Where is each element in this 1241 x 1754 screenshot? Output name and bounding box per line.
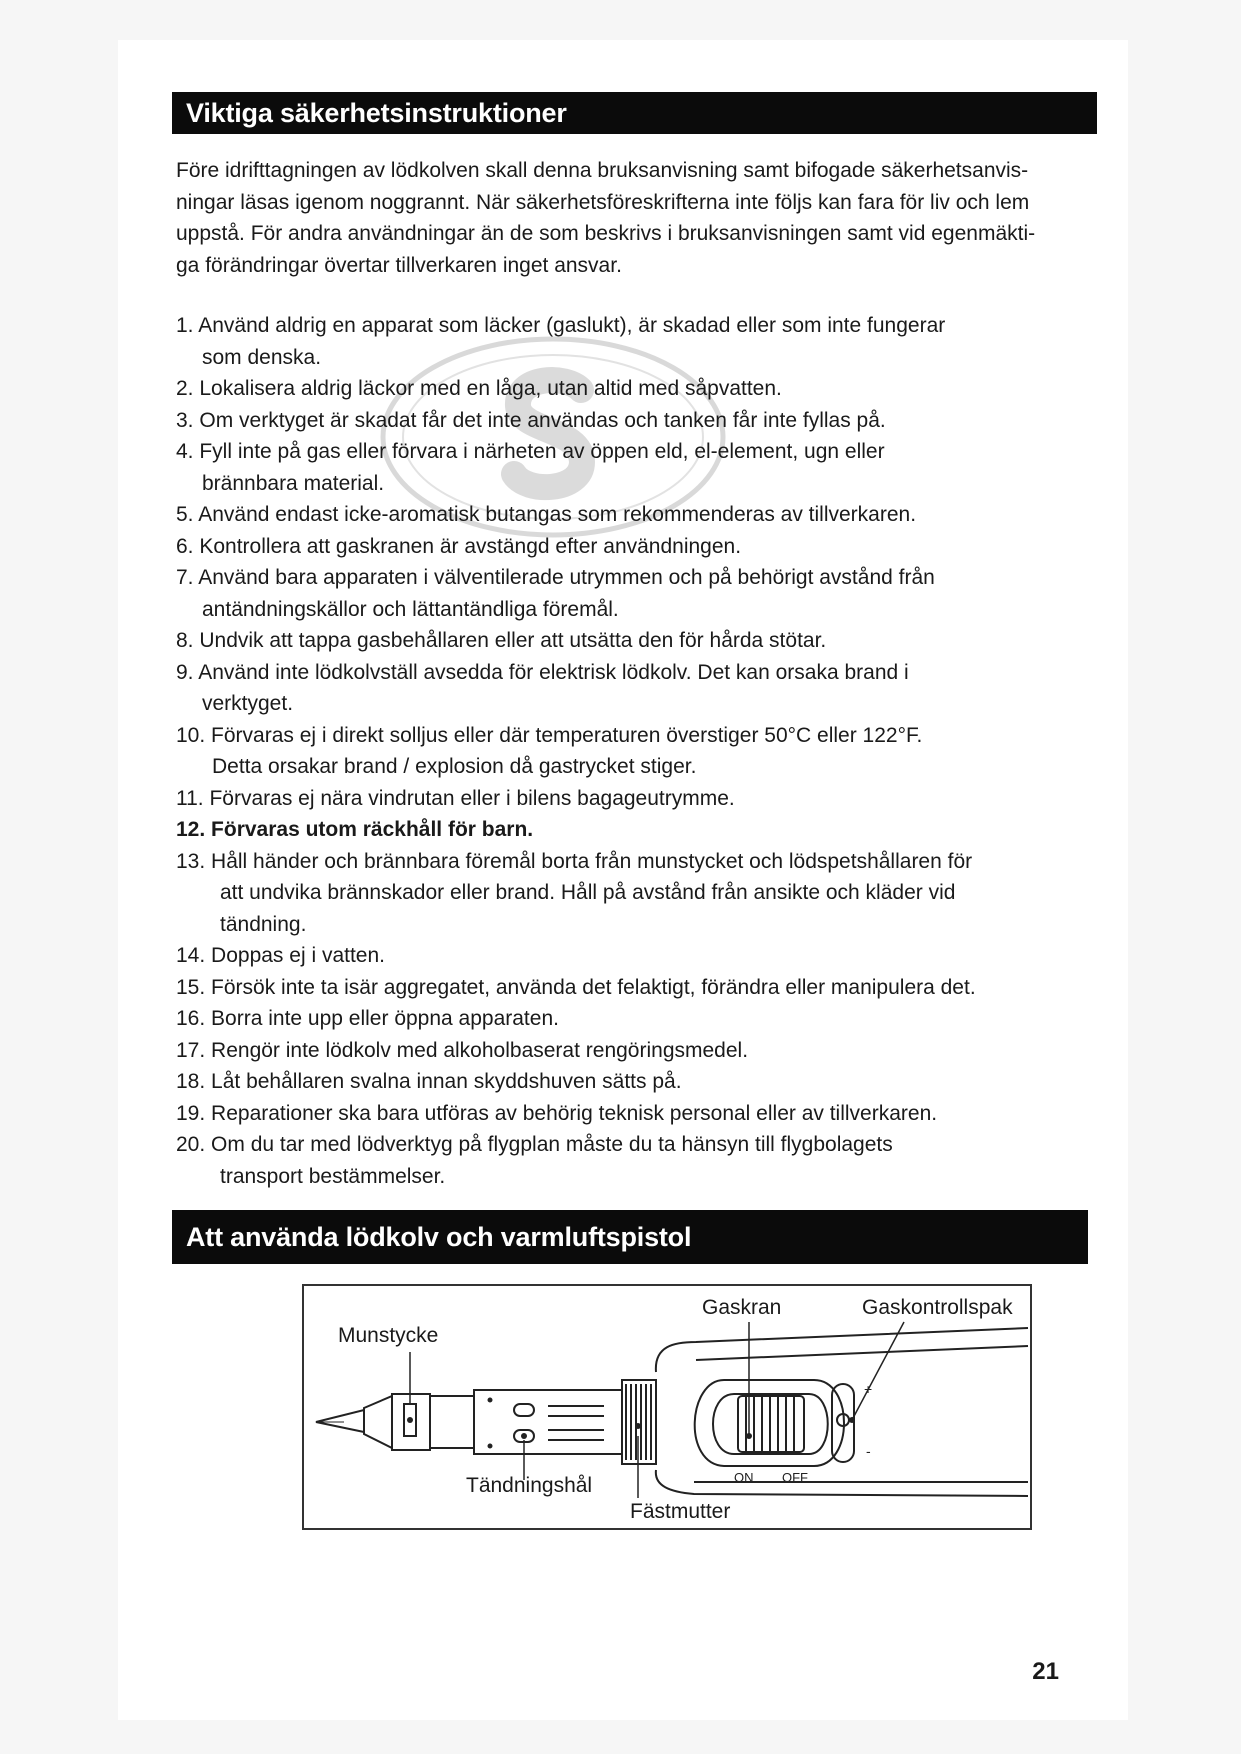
instruction-item xyxy=(176,1098,1076,1130)
soldering-iron-drawing xyxy=(304,1286,1030,1528)
instruction-item xyxy=(176,1129,1076,1192)
instruction-text: Låt behållaren svalna innan skyddshuven sätts på. xyxy=(211,1070,682,1093)
lever-plus-label: + xyxy=(864,1381,873,1397)
soldering-iron-diagram xyxy=(302,1284,1032,1530)
safety-instructions-list xyxy=(176,310,1076,1192)
instruction-text: Borra inte upp eller öppna apparaten. xyxy=(211,1007,559,1030)
nozzle-label: Munstycke xyxy=(338,1324,439,1347)
instruction-item xyxy=(176,562,1076,625)
instruction-number: 2. xyxy=(176,377,194,400)
instruction-item xyxy=(176,1066,1076,1098)
instruction-text: Om verktyget är skadat får det inte användas och tanken får inte fyllas på. xyxy=(199,408,886,432)
instruction-number: 19. xyxy=(176,1101,206,1125)
barrel-shape xyxy=(474,1390,622,1454)
tip-shape xyxy=(316,1410,364,1432)
instruction-item xyxy=(176,720,1076,783)
instruction-number: 6. xyxy=(176,534,194,558)
instruction-item xyxy=(176,310,1076,373)
instruction-number: 4. xyxy=(176,440,194,463)
instruction-continuation: transport bestämmelser. xyxy=(220,1164,446,1188)
instruction-number: 18. xyxy=(176,1070,206,1093)
instruction-text: Förvaras ej i direkt solljus eller där temperaturen överstiger 50°C eller 122°F. xyxy=(211,723,923,747)
instruction-number: 16. xyxy=(176,1007,206,1030)
instruction-text: Kontrollera att gaskranen är avstängd efter användningen. xyxy=(199,534,742,558)
instruction-text: Undvik att tappa gasbehållaren eller att utsätta den för hårda stötar. xyxy=(199,629,827,652)
instruction-continuation: verktyget. xyxy=(202,692,294,715)
instruction-continuation: att undvika brännskador eller brand. Håll på avstånd från ansikte och kläder vid xyxy=(220,881,956,904)
instruction-text: Lokalisera aldrig läckor med en låga, utan altid med såpvatten. xyxy=(199,377,782,400)
nozzle-shape xyxy=(364,1396,392,1448)
instruction-number: 11. xyxy=(176,786,204,810)
instruction-text: Använd bara apparaten i välventilerade utrymmen och på behörigt avstånd från xyxy=(198,566,935,589)
instruction-continuation: brännbara material. xyxy=(202,471,385,495)
instruction-number: 5. xyxy=(176,503,194,526)
instruction-item xyxy=(176,657,1076,720)
instruction-text: Förvaras utom räckhåll för barn. xyxy=(211,818,534,841)
switch-off-label: OFF xyxy=(782,1470,808,1485)
gas-valve-label: Gaskran xyxy=(702,1296,782,1319)
instruction-item xyxy=(176,972,1076,1004)
instruction-number: 1. xyxy=(176,314,194,337)
instruction-number: 9. xyxy=(176,660,194,684)
instruction-number: 12. xyxy=(176,818,206,841)
instruction-item xyxy=(176,783,1076,815)
intro-line: ningar läsas igenom noggrannt. När säkerhetsföreskrifterna inte följs kan fara för liv och lem xyxy=(176,190,1030,214)
intro-line: uppstå. För andra användningar än de som beskrivs i bruksanvisningen samt vid egenmäkti- xyxy=(176,222,1036,245)
safety-section-heading: Viktiga säkerhetsinstruktioner xyxy=(172,92,1097,134)
intro-paragraph xyxy=(176,155,1076,281)
instruction-item xyxy=(176,814,1076,846)
instruction-item xyxy=(176,1035,1076,1067)
instruction-number: 3. xyxy=(176,408,194,432)
instruction-text: Reparationer ska bara utföras av behörig teknisk personal eller av tillverkaren. xyxy=(211,1101,938,1125)
fixing-nut-label: Fästmutter xyxy=(630,1500,731,1523)
instruction-number: 15. xyxy=(176,975,206,999)
lever-minus-label: - xyxy=(866,1443,871,1459)
instruction-text: Använd aldrig en apparat som läcker (gaslukt), är skadad eller som inte fungerar xyxy=(198,314,946,337)
instruction-continuation: tändning. xyxy=(220,912,307,936)
instruction-item xyxy=(176,846,1076,941)
instruction-text: Rengör inte lödkolv med alkoholbaserat rengöringsmedel. xyxy=(211,1038,749,1062)
instruction-continuation: Detta orsakar brand / explosion då gastrycket stiger. xyxy=(212,755,697,778)
instruction-number: 7. xyxy=(176,566,194,589)
instruction-text: Använd inte lödkolvställ avsedda för elektrisk lödkolv. Det kan orsaka brand i xyxy=(198,660,909,684)
instruction-text: Om du tar med lödverktyg på flygplan måste du ta hänsyn till flygbolagets xyxy=(211,1133,893,1156)
instruction-continuation: antändningskällor och lättantändliga föremål. xyxy=(202,597,619,621)
instruction-text: Fyll inte på gas eller förvara i närheten av öppen eld, el-element, ugn eller xyxy=(199,440,885,463)
instruction-item xyxy=(176,940,1076,972)
instruction-text: Försök inte ta isär aggregatet, använda det felaktigt, förändra eller manipulera det. xyxy=(211,975,976,999)
instruction-text: Doppas ej i vatten. xyxy=(211,944,385,967)
instruction-continuation: som denska. xyxy=(202,345,322,369)
page-number: 21 xyxy=(1032,1658,1059,1685)
instruction-text: Förvaras ej nära vindrutan eller i bilens bagageutrymme. xyxy=(209,786,735,810)
instruction-item xyxy=(176,436,1076,499)
instruction-number: 13. xyxy=(176,849,206,873)
switch-on-label: ON xyxy=(734,1470,754,1485)
instruction-number: 20. xyxy=(176,1133,206,1156)
handle-body-shape xyxy=(656,1328,1028,1372)
instruction-text: Använd endast icke-aromatisk butangas som rekommenderas av tillverkaren. xyxy=(198,503,917,526)
instruction-item xyxy=(176,1003,1076,1035)
instruction-number: 10. xyxy=(176,723,206,747)
instruction-item xyxy=(176,625,1076,657)
intro-line: ga förändringar övertar tillverkaren inget ansvar. xyxy=(176,253,622,277)
ignition-hole-label: Tändningshål xyxy=(466,1474,593,1497)
intro-line: Före idrifttagningen av lödkolven skall denna bruksanvisning samt bifogade säkerhetsanvis- xyxy=(176,159,1029,182)
instruction-number: 14. xyxy=(176,944,206,967)
gas-control-lever-label: Gaskontrollspak xyxy=(862,1296,1013,1319)
instruction-item xyxy=(176,531,1076,563)
instruction-item xyxy=(176,373,1076,405)
usage-section-heading: Att använda lödkolv och varmluftspistol xyxy=(172,1210,1088,1264)
instruction-text: Håll händer och brännbara föremål borta från munstycket och lödspetshållaren för xyxy=(211,849,973,873)
instruction-number: 8. xyxy=(176,629,194,652)
instruction-item xyxy=(176,499,1076,531)
instruction-item xyxy=(176,405,1076,437)
instruction-number: 17. xyxy=(176,1038,206,1062)
